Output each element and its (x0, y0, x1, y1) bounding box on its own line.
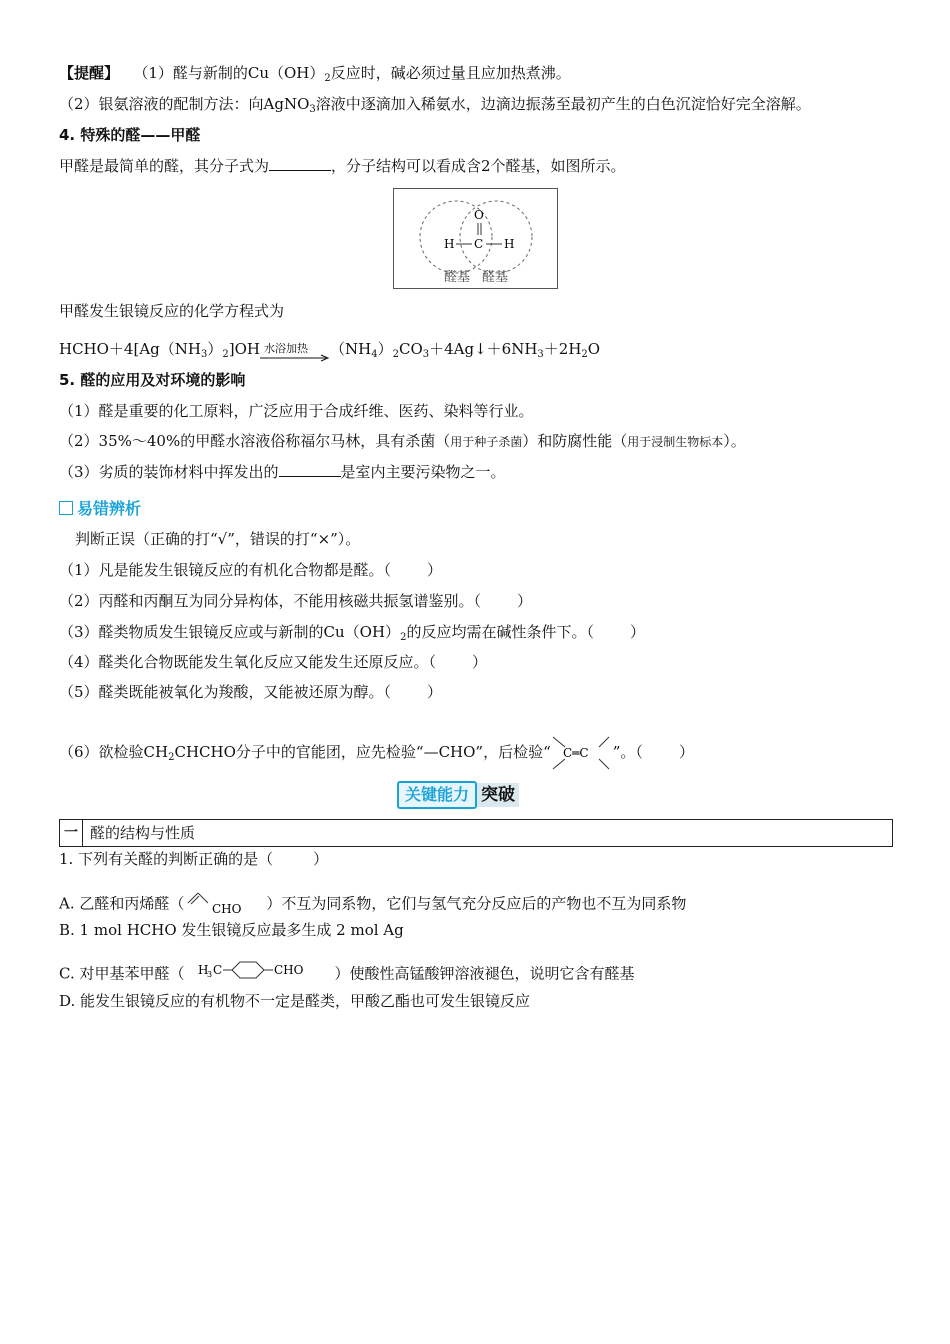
banner-rest: 突破 (477, 783, 519, 807)
eq-r2-sub: 2 (392, 349, 399, 360)
item3-tail: 是室内主要污染物之一。 (340, 463, 506, 481)
close-paren: ） (629, 623, 645, 641)
tip-line-1 (59, 63, 571, 89)
item2-head: （2）35%～40%的甲醛水溶液俗称福尔马林，具有杀菌（ (59, 432, 451, 450)
struct-h-sub: 3 (207, 970, 213, 979)
section-4-intro (59, 156, 626, 176)
key-ability-banner (397, 781, 519, 809)
eq-left: HCHO＋4[Ag（NH (59, 340, 201, 358)
formula-blank[interactable] (269, 156, 331, 171)
struct-h: H (198, 963, 209, 977)
section-1-number: 一 (60, 820, 83, 846)
eq-r5-sub: 2 (581, 349, 588, 360)
item-sub: 2 (400, 632, 407, 643)
pollutant-blank[interactable] (279, 462, 341, 477)
option-b[interactable]: B. 1 mol HCHO 发生银镜反应最多生成 2 mol Ag (59, 921, 404, 939)
alkene-structure (551, 733, 613, 773)
misjudge-heading (59, 499, 141, 519)
equation-intro: 甲醛发生银镜反应的化学方程式为 (59, 302, 285, 320)
item3-head: （3）劣质的装饰材料中挥发出的 (59, 463, 279, 481)
option-a-head: A. 乙醛和丙烯醛（ (59, 894, 185, 913)
option-c[interactable] (59, 960, 635, 989)
eq-r4-sub: 3 (537, 349, 544, 360)
misjudge-item-5 (59, 682, 442, 702)
close-paren: ） (678, 743, 694, 761)
atom-h-left: H (444, 237, 455, 251)
eq-r3: CO (398, 340, 423, 358)
item-text: （1）凡是能发生银镜反应的有机化合物都是醛。（ (59, 561, 392, 579)
eq-left-sub2: 2 (222, 349, 229, 360)
silver-mirror-equation (59, 339, 600, 365)
label-aldehyde-left: 醛基 (444, 270, 471, 285)
tip-label: 【提醒】 (59, 64, 120, 82)
misjudge-item-3 (59, 622, 645, 648)
item2-note1: 用于种子杀菌 (450, 435, 523, 449)
question-1-stem (59, 849, 328, 869)
atom-c: C (474, 237, 484, 251)
section-5-item-1: （1）醛是重要的化工原料，广泛应用于合成纤维、医药、染料等行业。 (59, 402, 534, 420)
tip-line-2 (59, 94, 811, 120)
struct-c: C (213, 963, 223, 977)
section-1-title: 醛的结构与性质 (90, 824, 196, 842)
section-5-item-3 (59, 462, 506, 482)
close-paren: ） (427, 683, 443, 701)
misjudge-item-4 (59, 652, 487, 672)
close-paren: ） (472, 653, 488, 671)
checkbox-icon (59, 501, 73, 515)
formaldehyde-structure-figure (393, 188, 558, 289)
tip-item-2: （2）银氨溶液的配制方法：向AgNO (59, 95, 310, 113)
struct-cho: CHO (274, 963, 304, 977)
intro-head: 甲醛是最简单的醛，其分子式为 (59, 157, 270, 175)
item2-mid: ）和防腐性能（ (522, 432, 628, 450)
eq-left-mid: ） (207, 340, 223, 358)
item-sub: 2 (168, 752, 175, 763)
close-paren: ） (517, 592, 533, 610)
option-a-tail: ）不互为同系物，它们与氢气充分反应后的产物也不互为同系物 (266, 894, 687, 913)
banner-tag: 关键能力 (397, 781, 477, 809)
section-4-heading: 4. 特殊的醛——甲醛 (59, 126, 201, 144)
eq-r5: ＋2H (543, 340, 582, 358)
tip-item-1: （1）醛与新制的Cu（OH） (133, 64, 325, 82)
section-5-item-2 (59, 431, 746, 452)
item-text: （2）丙醛和丙酮互为同分异构体，不能用核磁共振氢谱鉴别。（ (59, 592, 482, 610)
misjudge-item-6 (59, 733, 694, 773)
eq-r2: ） (377, 340, 393, 358)
close-paren: ） (313, 850, 329, 868)
item-text: （3）醛类物质发生银镜反应或与新制的Cu（OH） (59, 623, 401, 641)
tip-item-2-sub: 3 (309, 104, 316, 115)
reaction-condition: 水浴加热 (263, 342, 308, 355)
eq-r6: O (587, 340, 601, 358)
eq-r1: （NH (329, 340, 372, 358)
misjudge-item-2 (59, 591, 532, 611)
eq-left-tail: ]OH (228, 340, 260, 358)
p-tolualdehyde-structure (184, 960, 334, 989)
eq-r3-sub: 3 (422, 349, 430, 360)
misjudge-instruction: 判断正误（正确的打“√”，错误的打“×”）。 (75, 530, 361, 548)
close-paren: ） (427, 561, 443, 579)
eq-r1-sub: 4 (371, 349, 378, 360)
option-c-head: C. 对甲基苯甲醛（ (59, 964, 185, 983)
eq-r4: ＋4Ag↓＋6NH (429, 340, 538, 358)
atom-o: O (474, 208, 484, 222)
atom-h-right: H (504, 237, 515, 251)
item-tail: 的反应均需在碱性条件下。（ (406, 623, 594, 641)
section-5-heading: 5. 醛的应用及对环境的影响 (59, 371, 246, 389)
stem-text: 1. 下列有关醛的判断正确的是（ (59, 850, 274, 868)
reaction-arrow (260, 342, 330, 365)
item-mid: CHCHO分子中的官能团，应先检验“—CHO”，后检验“ (174, 743, 551, 761)
section-1-bar (59, 819, 893, 847)
eq-left-sub: 3 (200, 349, 208, 360)
acrolein-structure (184, 889, 266, 920)
option-a[interactable] (59, 889, 686, 920)
label-aldehyde-right: 醛基 (482, 270, 509, 285)
tip-item-1-sub: 2 (324, 73, 331, 84)
intro-tail: ，分子结构可以看成含2个醛基，如图所示。 (331, 157, 626, 175)
item2-note2: 用于浸制生物标本 (627, 435, 724, 449)
option-c-tail: ）使酸性高锰酸钾溶液褪色，说明它含有醛基 (334, 964, 635, 983)
item-text: （4）醛类化合物既能发生氧化反应又能发生还原反应。（ (59, 653, 437, 671)
item-text: （6）欲检验CH (59, 743, 169, 761)
tip-item-1-tail: 反应时，碱必须过量且应加热煮沸。 (330, 64, 571, 82)
tip-item-2-tail: 溶液中逐滴加入稀氨水，边滴边振荡至最初产生的白色沉淀恰好完全溶解。 (315, 95, 811, 113)
option-d[interactable]: D. 能发生银镜反应的有机物不一定是醛类，甲酸乙酯也可发生银镜反应 (59, 992, 531, 1010)
item-text: （5）醛类既能被氧化为羧酸，又能被还原为醇。（ (59, 683, 392, 701)
item2-tail: ）。 (723, 432, 746, 450)
misjudge-item-1 (59, 560, 442, 580)
alkene-text: C═C (562, 746, 589, 760)
formaldehyde-structure-diagram (394, 189, 557, 288)
acrolein-cho: CHO (212, 902, 242, 916)
misjudge-heading-text: 易错辨析 (77, 499, 142, 518)
item-tail: ”。（ (612, 743, 643, 761)
